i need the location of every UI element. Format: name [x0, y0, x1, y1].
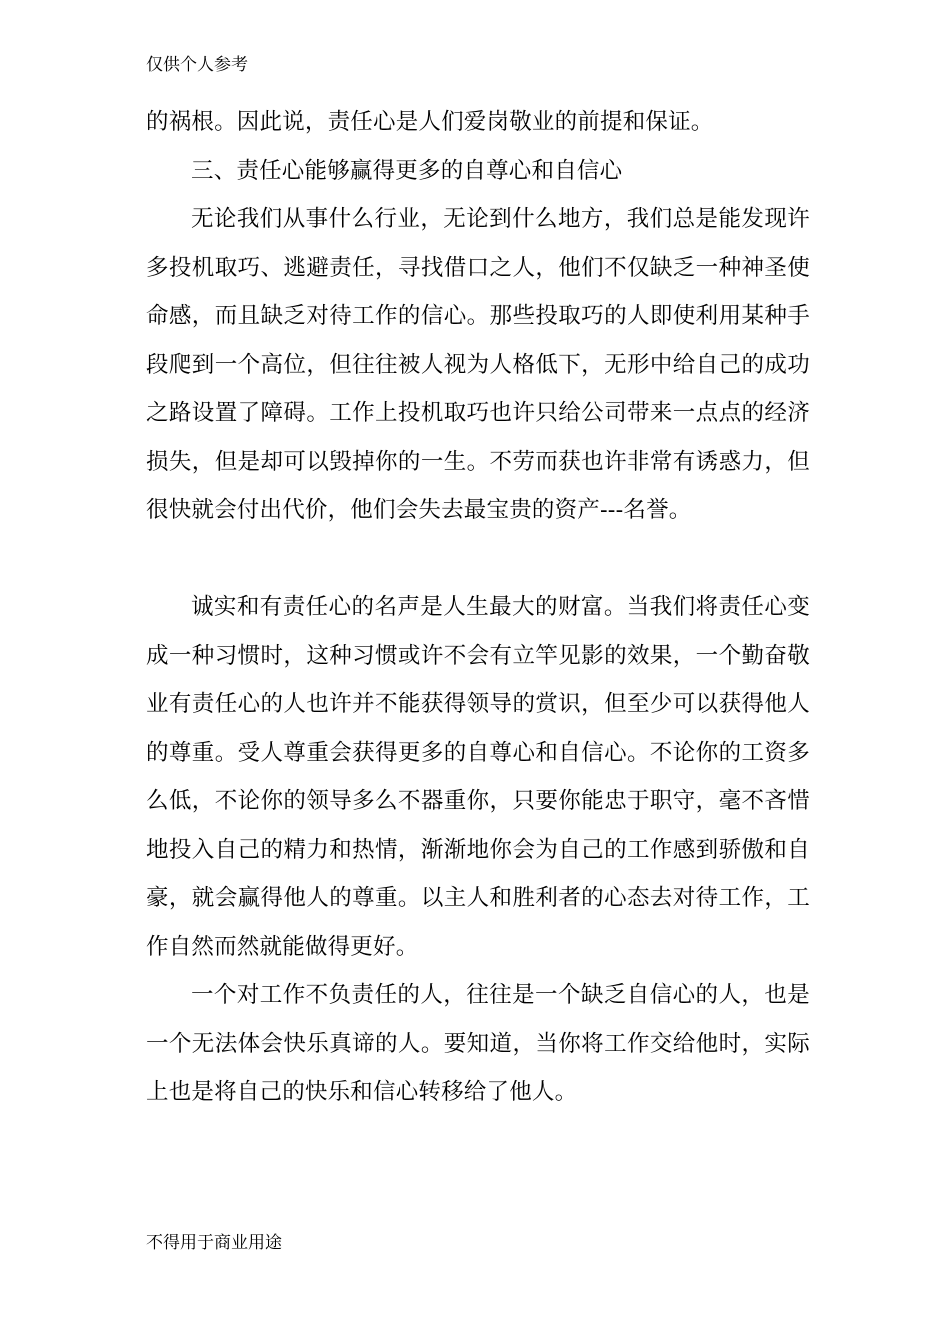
- paragraph-continuation: 的祸根。因此说，责任心是人们爱岗敬业的前提和保证。: [146, 109, 714, 135]
- paragraph-gap: [146, 535, 810, 584]
- section-heading: 三、责任心能够赢得更多的自尊心和自信心: [191, 157, 623, 184]
- page-footer: 不得用于商业用途: [146, 1233, 282, 1253]
- paragraph: 诚实和有责任心的名声是人生最大的财富。当我们将责任心变成一种习惯时，这种习惯或许不会有立竿见影的效果，一个勤奋敬业有责任心的人也许并不能获得领导的赏识，但至少可以获得他人的尊重。受人尊重会获得更多的自尊心和自信心。不论你的工资多么低，不论你的领导多么不器重你，只要你能忠于职守，毫不吝惜地投入自己的精力和热情，渐渐地你会为自己的工作感到骄傲和自豪，就会赢得他人的尊重。以主人和胜利者的心态去对待工作，工作自然而然就能做得更好。: [146, 594, 810, 960]
- page-header: 仅供个人参考: [146, 55, 248, 75]
- document-body: [146, 98, 810, 1117]
- paragraph: 一个对工作不负责任的人，往往是一个缺乏自信心的人，也是一个无法体会快乐真谛的人。要知道，当你将工作交给他时，实际上也是将自己的快乐和信心转移给了他人。: [146, 982, 810, 1105]
- paragraph: 无论我们从事什么行业，无论到什么地方，我们总是能发现许多投机取巧、逃避责任，寻找借口之人，他们不仅缺乏一种神圣使命感，而且缺乏对待工作的信心。那些投取巧的人即使利用某种手段爬到一个高位，但往往被人视为人格低下，无形中给自己的成功之路设置了障碍。工作上投机取巧也许只给公司带来一点点的经济损失，但是却可以毁掉你的一生。不劳而获也许非常有诱惑力，但很快就会付出代价，他们会失去最宝贵的资产---名誉。: [146, 206, 810, 523]
